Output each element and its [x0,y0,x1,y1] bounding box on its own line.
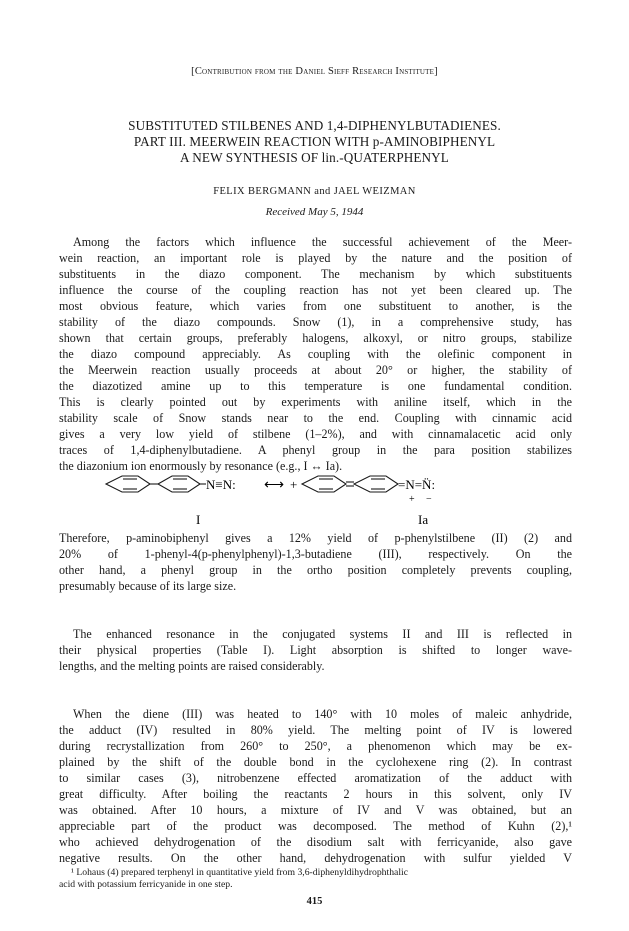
title-line-1: SUBSTITUTED STILBENES AND 1,4-DIPHENYLBUTADIENES. [128,118,501,133]
text-line: Among the factors which influence the successful achievement of the Meer- [73,235,572,249]
article-title [40,118,589,166]
text-line: the diazo compound appreciably. As coupling with the olefinic component in [59,347,572,361]
received-date: Received May 5, 1944 [265,206,364,218]
text-line: 20% of 1-phenyl-4(p-phenylphenyl)-1,3-butadiene (III), respectively. On the [59,547,572,561]
text-line: This is clearly pointed out by experiments with aniline itself, which in the [59,395,572,409]
text-line: wein reaction, an important role is played by the nature and the position of [59,251,572,265]
paragraph-4 [59,706,572,866]
resonance-arrow: ⟷ [264,478,285,493]
text-line: lengths, and the melting points are raised considerably. [59,659,325,673]
text-line: who achieved dehydrogenation of the disodium salt with ferricyanide, also gave [59,835,572,849]
text-line: shown that certain groups, preferably halogens, alkoxyl, or nitro groups, stabilize [59,331,572,345]
text-line: The enhanced resonance in the conjugated systems II and III is reflected in [73,627,572,641]
diazo-group-right: =N=N̈: [398,477,436,492]
title-line-2: PART III. MEERWEIN REACTION WITH p-AMINOBIPHENYL [133,134,496,149]
text-line: Therefore, p-aminobiphenyl gives a 12% yield of p-phenylstilbene (II) (2) and [59,531,572,545]
text-line: gives a very low yield of stilbene (1–2%), and with cinnamalacetic acid only [59,427,572,441]
text-line: the diazonium ion enormously by resonance (e.g., I ↔ Ia). [59,459,343,473]
benzene-ring [106,476,150,492]
text-line: negative results. On the other hand, dehydrogenation with sulfur yielded V [59,851,572,865]
paragraph-2 [59,530,572,594]
text-line: great difficulty. After boiling the reactants 2 hours in this solvent, only IV [59,787,572,801]
text-line: the Meerwein reaction usually proceeds at about 20° or higher, the stability of [59,363,572,377]
text-line: to similar cases (3), nitrobenzene effected aromatization of the adduct with [59,771,572,785]
text-line: most obvious feature, which varies from one substituent to another, is the [59,299,572,313]
text-line: traces of 1,4-diphenylbutadiene. A phenyl group in the para position stabilizes [59,443,572,457]
text-line: substituents in the diazo component. The mechanism by which substituents [59,267,572,281]
text-line: When the diene (III) was heated to 140° with 10 moles of maleic anhydride, [73,707,572,721]
text-line: plained by the shift of the double bond in the cyclohexene ring (2). In contrast [59,755,572,769]
quinoid-structure-ia [302,476,398,492]
resonance-scheme [96,474,536,530]
text-line: during recrystallization from 260° to 250°, a phenomenon which may be ex- [59,739,572,753]
benzene-ring [302,476,346,492]
title-line-3: A NEW SYNTHESIS OF lin.-QUATERPHENYL [180,150,449,165]
paragraph-1 [59,234,572,474]
page-number: 415 [306,896,323,907]
minus-charge: − [426,494,432,505]
text-line: appreciable part of the product was decomposed. The method of Kuhn (2),¹ [59,819,572,833]
text-line: was obtained. After 10 hours, a mixture of IV and V was obtained, but an [59,803,572,817]
footnote-line: ¹ Lohaus (4) prepared terphenyl in quantitative yield from 3,6-diphenyldihydrophthalic [71,867,409,878]
text-line: influence the course of the coupling reaction has not yet been cleared up. The [59,283,572,297]
text-line: their physical properties (Table I). Light absorption is shifted to longer wave- [59,643,572,657]
plus-sign: + [290,477,298,492]
contribution-text: [Contribution from the Daniel Sieff Research Institute] [191,66,438,77]
diazo-group-left: N≡N: [206,477,236,492]
text-line: stability scale of Snow stands near to the end. Coupling with cinnamic acid [59,411,572,425]
authors: FELIX BERGMANN and JAEL WEIZMAN [213,186,416,197]
quinoid-ring [354,476,398,492]
benzene-ring [158,476,200,492]
text-line: presumably because of its large size. [59,579,237,593]
footnote [59,867,572,891]
label-i: I [196,512,201,527]
text-line: other hand, a phenyl group in the ortho position completely prevents coupling, [59,563,572,577]
text-line: the adduct (IV) resulted in 80% yield. The melting point of IV is lowered [59,723,572,737]
footnote-line: acid with potassium ferricyanide in one step. [59,879,233,890]
text-line: the diazotized amine up to this temperature is one fundamental condition. [59,379,572,393]
paragraph-3 [59,626,572,674]
contribution-header [0,66,629,77]
biphenyl-structure-i [106,476,206,492]
plus-charge: + [409,494,415,505]
text-line: stability of the diazo compounds. Snow (1), in a comprehensive study, has [59,315,572,329]
label-ia: Ia [418,512,429,527]
